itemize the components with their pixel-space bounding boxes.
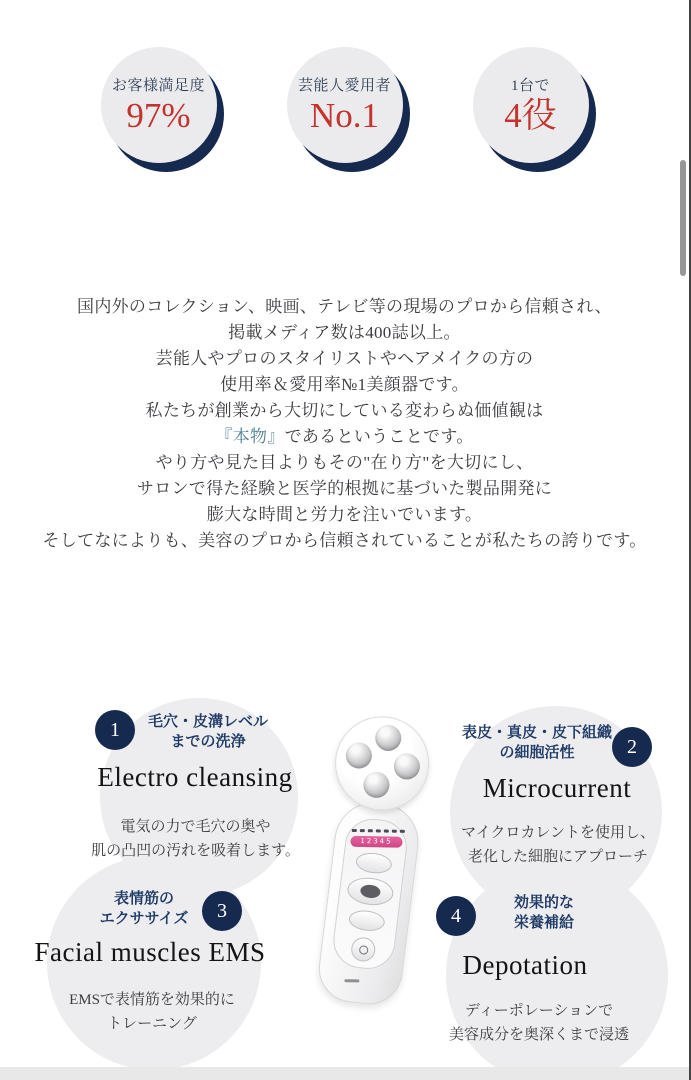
- device-control-panel: [330, 816, 410, 972]
- electrode-ball: [362, 770, 391, 799]
- feature-title-depotation: Depotation: [462, 950, 588, 980]
- led-dash: [383, 829, 388, 832]
- intro-line: 掲載メディア数は400誌以上。: [228, 323, 461, 342]
- badge-label: 1台で: [510, 78, 550, 95]
- highlight-honmono: 『本物』: [215, 427, 285, 446]
- intro-line: そしてなによりも、美容のプロから信頼されていることが私たちの誇りです。: [42, 531, 647, 550]
- feature-desc-3: EMSで表情筋を効果的に トレーニング: [69, 992, 235, 1032]
- feature-title-microcurrent: Microcurrent: [482, 773, 632, 803]
- device-slit: [344, 979, 359, 982]
- feature-label-2: 表皮・真皮・皮下組織 の細胞活性: [461, 725, 612, 761]
- device-body: [315, 797, 423, 1008]
- led-dash: [359, 829, 364, 832]
- scrollbar-thumb[interactable]: [680, 160, 686, 276]
- electrode-ball: [344, 741, 373, 770]
- led-dash: [367, 829, 372, 832]
- device-power-button: [350, 936, 377, 963]
- bottom-gray-band: [0, 1067, 689, 1080]
- badge-value: 97%: [126, 96, 191, 136]
- intro-line: 使用率＆愛用率№1美顔器です。: [220, 375, 469, 394]
- badge-value: 4役: [504, 96, 557, 136]
- feature-title-facial-muscles-ems: Facial muscles EMS: [34, 937, 266, 967]
- device-level-strip: 12345: [350, 836, 402, 848]
- feature-desc-2: マイクロカレントを使用し、 老化した細胞にアプローチ: [460, 825, 656, 865]
- device-head-electrodes: [330, 711, 435, 816]
- feature-label-1: 毛穴・皮溝レベル までの洗浄: [147, 714, 268, 750]
- intro-paragraph: [20, 294, 669, 554]
- badge-celebrity-users: [287, 47, 403, 163]
- led-dash: [399, 830, 404, 833]
- feature-desc-1: 電気の力で毛穴の奥や 肌の凸凹の汚れを吸着します。: [91, 819, 300, 859]
- device-button-core: [360, 884, 381, 899]
- device-button: [355, 851, 393, 875]
- electrode-ball: [392, 752, 421, 781]
- feature-label-4: 効果的な 栄養補給: [513, 895, 574, 931]
- highlight-rest: であるということです。: [284, 427, 474, 446]
- intro-line: 国内外のコレクション、映画、テレビ等の現場のプロから信頼され、: [77, 297, 612, 316]
- intro-line: 芸能人やプロのスタイリストやヘアメイクの方の: [155, 349, 534, 368]
- led-dash: [375, 829, 380, 832]
- badge-value: No.1: [309, 96, 380, 136]
- features-section: [0, 640, 691, 1080]
- intro-line: 膨大な時間と労力を注いでいます。: [206, 505, 483, 524]
- power-icon: [358, 944, 368, 954]
- feature-number-3: 3: [202, 891, 242, 931]
- badge-label: 芸能人愛用者: [297, 78, 391, 95]
- feature-number-4: 4: [436, 896, 476, 936]
- intro-line: サロンで得た経験と医学的根拠に基づいた製品開発に: [136, 479, 553, 498]
- feature-number-1: 1: [95, 710, 135, 750]
- feature-label-3: 表情筋の エクササイズ: [99, 891, 189, 927]
- badge-customer-satisfaction: [101, 47, 217, 163]
- badges-row: [0, 47, 689, 163]
- feature-title-electro-cleansing: Electro cleansing: [97, 762, 293, 792]
- intro-line: 私たちが創業から大切にしている変わらぬ価値観は: [145, 401, 544, 420]
- electrode-ball: [374, 723, 403, 752]
- intro-line-highlight: [20, 424, 669, 450]
- device-led-indicators: [351, 829, 404, 833]
- intro-line: やり方や見た目よりもその"在り方"を大切にし、: [155, 453, 534, 472]
- led-dash: [391, 830, 396, 833]
- device-button-main: [346, 875, 395, 907]
- led-dash: [351, 829, 356, 832]
- badge-four-roles: [473, 47, 589, 163]
- badge-label: お客様満足度: [111, 78, 205, 95]
- feature-number-2: 2: [612, 727, 652, 767]
- feature-desc-4: ディーポレーションで 美容成分を奥深くまで浸透: [448, 1003, 629, 1043]
- device-button: [348, 909, 386, 933]
